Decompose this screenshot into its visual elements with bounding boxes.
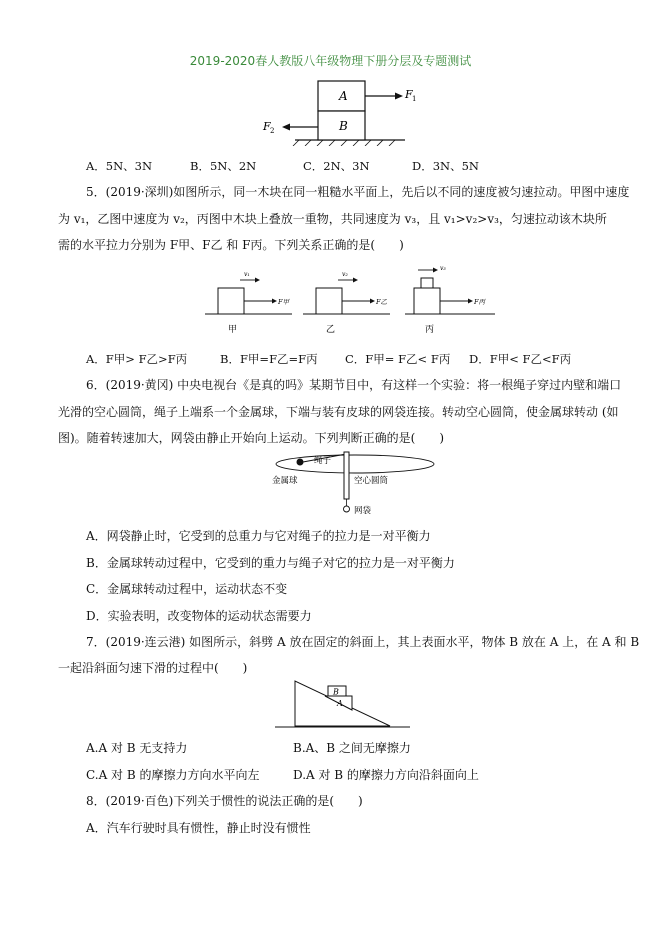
q5-stem-line2: 为 v₁，乙图中速度为 v₂，丙图中木块上叠放一重物，共同速度为 v₃，且 v₁>v₂>v₃，匀速拉动该木块所 — [58, 212, 607, 226]
svg-text:F甲: F甲 — [278, 298, 290, 306]
q6-option-a: A．网袋静止时，它受到的总重力与它对绳子的拉力是一对平衡力 — [86, 529, 431, 543]
figure-three-blocks — [200, 262, 510, 337]
q4-option-a: A．5N、3N — [86, 159, 153, 173]
figure-spinning-ball — [270, 450, 440, 518]
svg-text:v₂: v₂ — [342, 271, 348, 278]
q6-option-d: D．实验表明，改变物体的运动状态需要力 — [86, 609, 312, 623]
q6-stem-line3: 图)。随着转速加大，网袋由静止开始向上运动。下列判断正确的是( ) — [58, 431, 445, 445]
q5-option-b: B．F甲=F乙=F丙 — [220, 352, 318, 366]
label-yi: 乙 — [326, 325, 336, 335]
q5-stem-line1: 5．(2019·深圳)如图所示，同一木块在同一粗糙水平面上，先后以不同的速度被匀速拉动。甲图中速度 — [86, 185, 630, 199]
q5-option-a: A．F甲> F乙>F丙 — [86, 352, 188, 366]
label-b: B — [333, 687, 339, 697]
q6-stem-line2: 光滑的空心圆筒，绳子上端系一个金属球，下端与装有皮球的网袋连接。转动空心圆筒，使金属球转动 (如 — [58, 405, 619, 419]
q5-option-c: C．F甲= F乙< F丙 — [345, 352, 451, 366]
svg-text:v₃: v₃ — [440, 265, 446, 272]
q6-option-b: B．金属球转动过程中，它受到的重力与绳子对它的拉力是一对平衡力 — [86, 556, 455, 570]
q7-option-b: B.A、B 之间无摩擦力 — [293, 741, 411, 755]
svg-text:1: 1 — [412, 95, 417, 103]
label-jia: 甲 — [228, 325, 238, 335]
label-metal-ball: 金属球 — [272, 476, 298, 486]
label-rope: 绳子 — [314, 456, 332, 466]
label-tube: 空心圆筒 — [354, 476, 389, 486]
svg-text:F乙: F乙 — [376, 298, 388, 306]
svg-text:v₁: v₁ — [244, 271, 250, 278]
q4-option-b: B．5N、2N — [190, 159, 257, 173]
figure-stacked-blocks — [255, 76, 430, 146]
label-f2: F — [263, 120, 271, 133]
q5-option-d: D．F甲< F乙<F丙 — [469, 352, 572, 366]
q7-option-d: D.A 对 B 的摩擦力方向沿斜面向上 — [293, 768, 479, 782]
svg-text:2: 2 — [270, 127, 275, 135]
q4-option-d: D．3N、5N — [412, 159, 479, 173]
q7-stem-line2: 一起沿斜面匀速下滑的过程中( ) — [58, 661, 248, 675]
q4-option-c: C．2N、3N — [303, 159, 370, 173]
q7-option-a: A.A 对 B 无支持力 — [86, 741, 188, 755]
label-net: 网袋 — [354, 506, 372, 516]
q8-stem-line1: 8．(2019·百色)下列关于惯性的说法正确的是( ) — [86, 794, 363, 808]
q8-option-a: A．汽车行驶时具有惯性，静止时没有惯性 — [86, 821, 311, 835]
q7-stem-line1: 7．(2019·连云港) 如图所示，斜劈 A 放在固定的斜面上，其上表面水平，物体 B 放在 A 上，在 A 和 B — [86, 635, 640, 649]
label-f1: F — [405, 88, 413, 101]
page-header: 2019-2020春人教版八年级物理下册分层及专题测试 — [189, 54, 472, 68]
label-bing: 丙 — [425, 325, 435, 335]
q5-stem-line3: 需的水平拉力分别为 F甲、F乙 和 F丙。下列关系正确的是( ) — [58, 238, 404, 252]
figure-incline — [270, 676, 420, 732]
q6-stem-line1: 6．(2019·黄冈) 中央电视台《是真的吗》某期节目中，有这样一个实验：将一根绳子穿过内壁和端口 — [86, 378, 622, 392]
label-a: A — [337, 699, 343, 708]
label-a: A — [339, 89, 348, 103]
label-b: B — [339, 119, 348, 133]
q7-option-c: C.A 对 B 的摩擦力方向水平向左 — [86, 768, 260, 782]
svg-text:F丙: F丙 — [474, 298, 486, 306]
q6-option-c: C．金属球转动过程中，运动状态不变 — [86, 582, 288, 596]
